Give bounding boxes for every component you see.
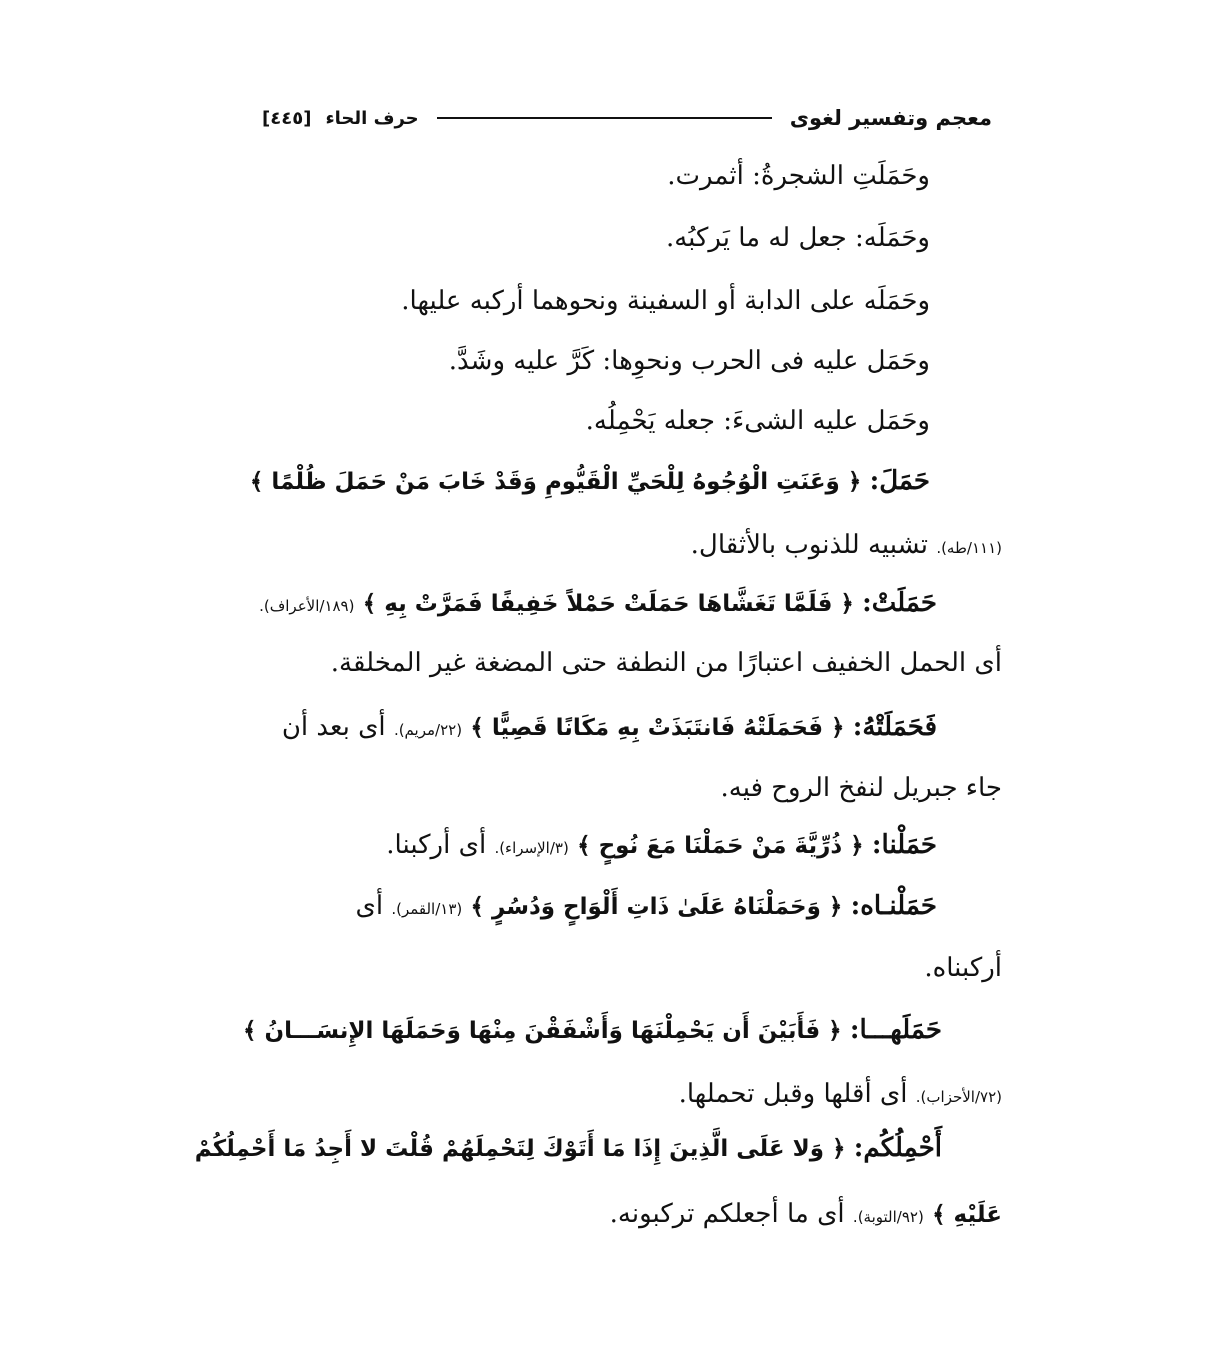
quran-verse: ﴿ فَلَمَّا تَغَشَّاهَا حَمَلَتْ حَمْلاً خَفِيفًا فَمَرَّتْ بِهِ ﴾	[362, 591, 854, 617]
entry-headword: فَحَمَلَتْهُ:	[852, 712, 937, 742]
page-number: [٤٤٥]	[262, 107, 312, 129]
entry-headword: حَمَلَتْ:	[862, 588, 937, 618]
entry-note: تشبيه للذنوب بالأثقال.	[690, 530, 929, 560]
text-line: وحَمَلَه: جعل له ما يَركبُه.	[665, 223, 930, 253]
quran-verse: عَلَيْهِ ﴾	[932, 1202, 1002, 1228]
entry-line	[243, 1012, 942, 1049]
entry-headword: أَحْمِلُكُم:	[853, 1133, 942, 1163]
quran-verse: ﴿ وَلا عَلَى الَّذِينَ إِذَا مَا أَتَوْكَ لِتَحْمِلَهُمْ قُلْتَ لا أَجِدُ مَا أَحْمِلُكُمْ	[194, 1136, 846, 1162]
entry-note: أى بعد أن	[281, 712, 386, 742]
entry-headword: حَمَلْنـاه:	[850, 891, 937, 921]
entry-note: جاء جبريل لنفخ الروح فيه.	[720, 773, 1002, 803]
text-line: وحَمَل عليه فى الحرب ونحوِها: كَرَّ عليه وشَدَّ.	[448, 346, 930, 376]
book-title: معجم وتفسير لغوى	[789, 106, 992, 130]
entry-line	[282, 709, 937, 748]
verse-reference: (١٣/القمر).	[391, 900, 463, 918]
quran-verse: ﴿ فَأَبَيْنَ أَن يَحْمِلْنَهَا وَأَشْفَقْنَ مِنْهَا وَحَمَلَهَا الإِنسَـــانُ ﴾	[243, 1018, 842, 1044]
verse-reference: (٩٢/التوبة).	[852, 1208, 924, 1226]
entry-note: أركبناه.	[924, 953, 1002, 983]
quran-verse: ﴿ وَعَنَتِ الْوُجُوهُ لِلْحَيِّ الْقَيُّومِ وَقَدْ خَابَ مَنْ حَمَلَ ظُلْمًا ﴾	[249, 469, 862, 495]
entry-note: أى	[355, 891, 384, 921]
header-rule	[437, 117, 772, 119]
text-line: وحَمَل عليه الشىءَ: جعله يَحْمِلُه.	[585, 406, 930, 436]
entry-line	[250, 463, 930, 500]
verse-reference: (٣/الإسراء).	[494, 839, 569, 857]
entry-headword: حَمَلْنا:	[871, 830, 937, 860]
entry-note: أى أقلها وقبل تحملها.	[678, 1079, 908, 1109]
entry-line	[691, 527, 1002, 566]
entry-line	[610, 1196, 1002, 1235]
entry-headword: حَمَلَهـــا:	[849, 1015, 942, 1045]
entry-note: أى أركبنا.	[386, 830, 487, 860]
quran-verse: ﴿ ذُرِّيَّةَ مَنْ حَمَلْنَا مَعَ نُوحٍ ﴾	[577, 833, 864, 859]
page-header	[262, 98, 992, 138]
entry-line	[386, 827, 937, 866]
entry-line	[679, 1076, 1002, 1115]
entry-note: أى ما أجعلكم تركبونه.	[609, 1199, 845, 1229]
chapter-title: حرف الحاء	[325, 107, 419, 129]
quran-verse: ﴿ وَحَمَلْنَاهُ عَلَىٰ ذَاتِ أَلْوَاحٍ وَدُسُرٍ ﴾	[470, 894, 843, 920]
entry-line	[355, 888, 937, 927]
verse-reference: (٧٢/الأحزاب).	[915, 1088, 1002, 1106]
entry-headword: حَمَلَ:	[869, 466, 930, 496]
entry-line	[195, 1130, 942, 1167]
text-line: وحَمَلَتِ الشجرةُ: أثمرت.	[667, 161, 930, 191]
verse-reference: (٢٢/مريم).	[393, 721, 463, 739]
verse-reference: (١٨٩/الأعراف).	[259, 597, 355, 615]
quran-verse: ﴿ فَحَمَلَتْهُ فَانتَبَذَتْ بِهِ مَكَانًا قَصِيًّا ﴾	[470, 715, 845, 741]
entry-line	[259, 585, 937, 624]
verse-reference: (١١١/طه).	[936, 539, 1002, 557]
text-line: وحَمَلَه على الدابة أو السفينة ونحوهما أركبه عليها.	[401, 286, 930, 316]
entry-note: أى الحمل الخفيف اعتبارًا من النطفة حتى المضغة غير المخلقة.	[330, 648, 1002, 678]
